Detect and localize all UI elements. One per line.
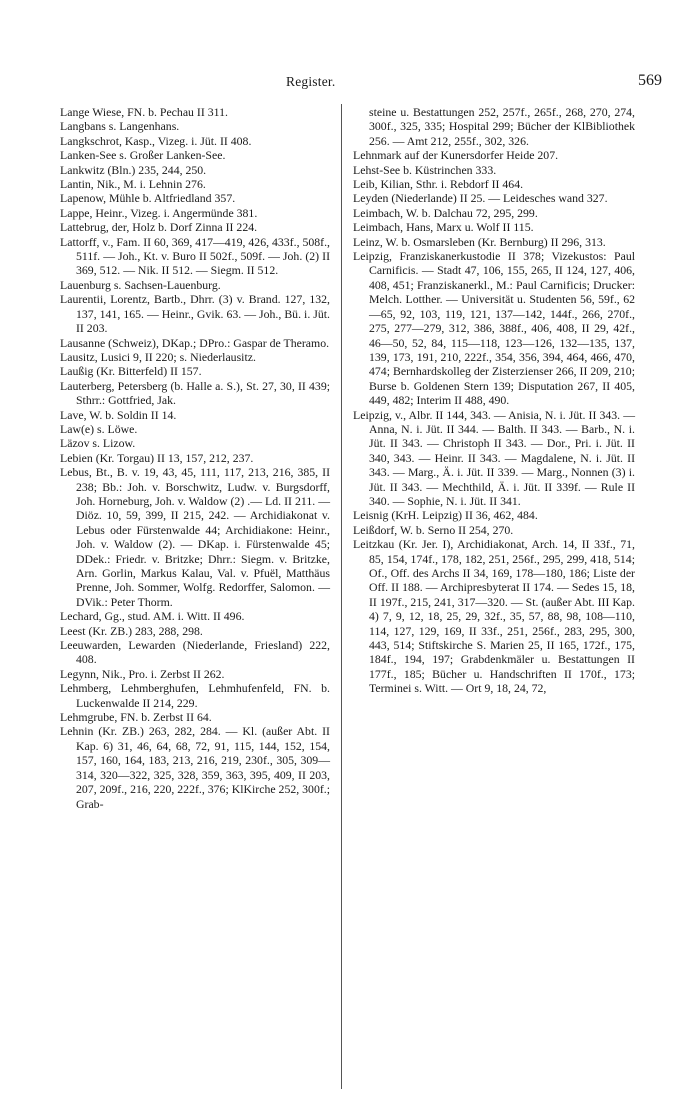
index-entry: Leyden (Niederlande) II 25. — Leidesches wand 327. <box>353 191 608 206</box>
index-entry: Laußig (Kr. Bitterfeld) II 157. <box>60 364 202 379</box>
index-entry: Leinz, W. b. Osmarsleben (Kr. Bernburg) II 296, 313. <box>353 234 606 249</box>
index-entry: Lanken-See s. Großer Lanken-See. <box>60 148 226 163</box>
index-entry: Lehst-See b. Küstrinchen 333. <box>353 162 497 177</box>
column-divider <box>341 104 342 1089</box>
index-column-right <box>353 105 635 696</box>
index-entry: Lange Wiese, FN. b. Pechau II 311. <box>60 105 228 119</box>
index-entry: Lebus, Bt., B. v. 19, 43, 45, 111, 117, 213, 216, 385, II 238; Bb.: Joh. v. Borschwitz, Ludw. v. Burgsdorff, Joh. Horneburg, Joh. v. Waldow (2) .— Ld. II 211. — Diöz. 10, 59, 399, II 215, 242. — Archidiakonat v. Lebus oder Fürstenwalde 44; Archidiakone: Heinr., Joh. v. Waldow (2). — DKap. i. Fürstenwalde 45; DDek.: Friedr. v. Britzke; Dhrr.: Siegm. v. Britzke, Arn. Gorlin, Markus Kalau, Val. v. Pfuël, Matthäus Prenne, Joh. Sommer, Wolfg. Redorffer, Salomon. — DVik.: Peter Thorm. <box>60 465 330 609</box>
index-entry: Legynn, Nik., Pro. i. Zerbst II 262. <box>60 666 225 681</box>
index-entry: Lehmberg, Lehmberghufen, Lehmhufenfeld, FN. b. Luckenwalde II 214, 229. <box>60 681 330 710</box>
index-entry: Lankwitz (Bln.) 235, 244, 250. <box>60 162 207 177</box>
index-entry: Lebien (Kr. Torgau) II 13, 157, 212, 237. <box>60 450 254 465</box>
index-entry: Leisnig (KrH. Leipzig) II 36, 462, 484. <box>353 508 538 523</box>
index-entry: Law(e) s. Löwe. <box>60 421 138 436</box>
index-entry: Läzov s. Lizow. <box>60 436 136 451</box>
index-entry: Langbans s. Langenhans. <box>60 119 180 134</box>
index-column-left <box>60 105 330 811</box>
index-entry: Leitzkau (Kr. Jer. I), Archidiakonat, Arch. 14, II 33f., 71, 85, 154, 174f., 178, 182, 251, 256f., 295, 299, 418, 514; Of., Off. des Archs II 34, 169, 178—180, 186; Liste der Off. II 188. — Archipresbyterat II 174. — Sedes 15, 18, II 197f., 215, 241, 317—320. — St. (außer Abt. III Kap. 4) 7, 9, 12, 18, 25, 29, 32f., 35, 57, 88, 98, 108—110, 114, 127, 129, 169, II 33f., 251, 256f., 283, 295, 300, 443, 514; Stiftskirche S. Marien 25, II 165, 172f., 175, 184f., 194, 197; Grabdenkmäler u. Bestattungen II 177f., 185; Bücher u. Handschriften II 170f., 173; Terminei s. Witt. — Ort 9, 18, 24, 72, <box>353 537 635 696</box>
index-entry: Leimbach, W. b. Dalchau 72, 295, 299. <box>353 205 538 220</box>
index-entry: Leib, Kilian, Sthr. i. Rebdorf II 464. <box>353 177 524 192</box>
index-entry: Lehmgrube, FN. b. Zerbst II 64. <box>60 710 212 725</box>
page-number: 569 <box>638 72 662 89</box>
index-entry-continuation: steine u. Bestattungen 252, 257f., 265f., 268, 270, 274, 300f., 325, 335; Hospital 299; Bücher der KlBibliothek 256. — Amt 212, 255f., 302, 326. <box>369 105 635 148</box>
index-entry: Lattorff, v., Fam. II 60, 369, 417—419, 426, 433f., 508f., 511f. — Joh., Kt. v. Buro II 502f., 509f. — Joh. (2) II 369, 512. — Nik. II 512. — Siegm. II 512. <box>60 234 330 278</box>
index-entry: Leeuwarden, Lewarden (Niederlande, Friesland) 222, 408. <box>60 638 330 667</box>
running-head: Register. <box>286 74 336 89</box>
index-entry: Leipzig, v., Albr. II 144, 343. — Anisia, N. i. Jüt. II 343. — Anna, N. i. Jüt. II 344. — Balth. II 343. — Barb., N. i. Jüt. II 343. — Christoph II 343. — Dor., Pri. i. Jüt. II 340, 343. — Heinr. II 343. — Magdalene, N. i. Jüt. II 343. — Marg., Ä. i. Jüt. II 339. — Marg., Nonnen (3) i. Jüt. II 343. — Mechthild, Ä. i. Jüt. II 339f. — Rule II 340. — Sophie, N. i. Jüt. II 341. <box>353 407 635 508</box>
index-entry: Lappe, Heinr., Vizeg. i. Angermünde 381. <box>60 205 258 220</box>
index-entry: Lapenow, Mühle b. Altfriedland 357. <box>60 191 236 206</box>
index-entry: Lauterberg, Petersberg (b. Halle a. S.), St. 27, 30, II 439; Sthrr.: Gottfried, Jak. <box>60 378 330 408</box>
index-entry: Lantin, Nik., M. i. Lehnin 276. <box>60 177 206 192</box>
index-entry: Lauenburg s. Sachsen-Lauenburg. <box>60 277 221 292</box>
index-entry: Leest (Kr. ZB.) 283, 288, 298. <box>60 623 203 638</box>
index-entry: Lausitz, Lusici 9, II 220; s. Niederlausitz. <box>60 349 256 364</box>
index-entry: Lehnmark auf der Kunersdorfer Heide 207. <box>353 148 559 163</box>
index-entry: Lausanne (Schweiz), DKap.; DPro.: Gaspar de Theramo. <box>60 335 330 350</box>
index-entry: Laurentii, Lorentz, Bartb., Dhrr. (3) v. Brand. 127, 132, 137, 141, 165. — Heinr., Gvik. 63. — Joh., Bü. i. Jüt. II 203. <box>60 292 330 336</box>
index-entry: Leimbach, Hans, Marx u. Wolf II 115. <box>353 220 534 235</box>
index-entry: Leipzig, Franziskanerkustodie II 378; Vizekustos: Paul Carnificis. — Stadt 47, 106, 155, 265, II 124, 127, 406, 408, 451; Franziskanerkl., M.: Paul Carnificis; Drucker: Melch. Lotther. — Universität u. Studenten 56, 59f., 62—65, 92, 103, 119, 121, 137—142, 144f., 266, 270f., 275, 277—279, 312, 386, 388f., 406, 408, II 29, 42f., 46—50, 52, 84, 115—118, 123—126, 132—135, 137, 139, 173, 191, 210, 222f., 354, 356, 394, 464, 466, 470, 474; Bernhardskolleg der Zisterzienser 266, II 209, 210; Burse b. Goldenen Stern 139; Disputation 267, II 405, 449, 482; Interim II 488, 490. <box>353 249 635 408</box>
index-entry: Langkschrot, Kasp., Vizeg. i. Jüt. II 408. <box>60 133 252 148</box>
index-entry: Lave, W. b. Soldin II 14. <box>60 407 177 422</box>
index-entry: Lechard, Gg., stud. AM. i. Witt. II 496. <box>60 609 245 624</box>
index-entry: Lattebrug, der, Holz b. Dorf Zinna II 224. <box>60 220 258 235</box>
index-entry: Leißdorf, W. b. Serno II 254, 270. <box>353 522 514 537</box>
index-entry: Lehnin (Kr. ZB.) 263, 282, 284. — Kl. (außer Abt. II Kap. 6) 31, 46, 64, 68, 72, 91, 115, 144, 152, 154, 157, 160, 164, 183, 213, 216, 219, 230f., 305, 309—314, 320—322, 325, 328, 359, 363, 395, 409, II 203, 207, 209f., 216, 220, 222f., 376; KlKirche 252, 300f.; Grab- <box>60 724 330 811</box>
